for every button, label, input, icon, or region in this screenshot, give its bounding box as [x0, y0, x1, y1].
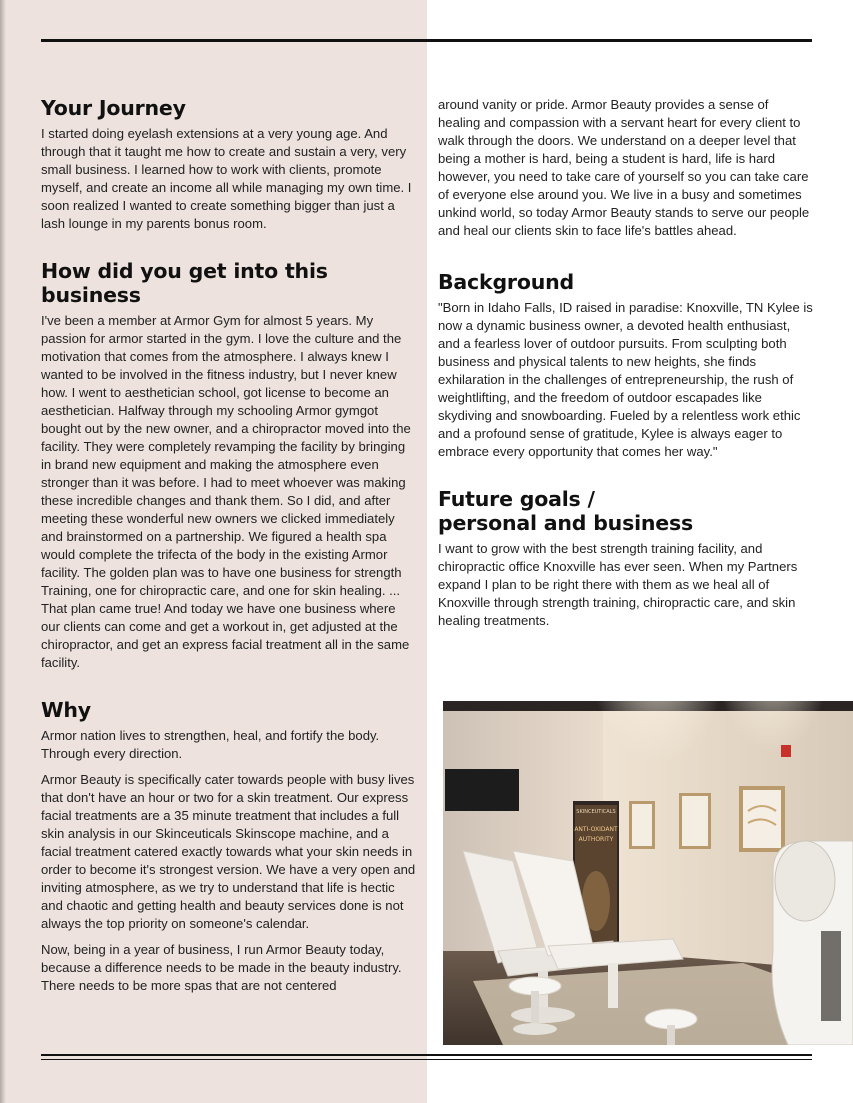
- section-how-did-you-get-into-this-business: [41, 259, 416, 672]
- heading-future-goals: [438, 487, 814, 535]
- why-continued: [438, 96, 814, 240]
- why-text-2: Armor Beauty is specifically cater towards people with busy lives that don't have an hour or two for a skin treatment. Our express facial treatments are a 35 minute treatment that includes a full skin analysis in our Skinceuticals Skinscope machine, and a facial treatment catered exactly towards what your skin needs in order to become it's strongest version. We have a very open and inviting atmosphere, as we try to understand that life is hectic and chaotic and getting health and beauty services done is not always the top priority on someone's calendar.: [41, 772, 416, 931]
- section-your-journey: [41, 96, 416, 233]
- section-background: [438, 270, 814, 461]
- wall-tv: [445, 769, 519, 811]
- why-text-1: Armor nation lives to strengthen, heal, and fortify the body. Through every direction.: [41, 728, 380, 761]
- section-future-goals: [438, 487, 814, 630]
- spa-treatment-room-photo: [443, 701, 853, 1045]
- why-text-continued: around vanity or pride. Armor Beauty provides a sense of healing and compassion with a servant heart for every client to walk through the doors. We understand on a deeper level that being a mother is hard, being a student is hard, life is hard however, you need to take care of yourself so you can take care of everyone else around you. We live in a busy and sometimes unkind world, so today Armor Beauty stands to serve our people and heal our clients skin to face life's battles ahead.: [438, 97, 810, 238]
- heading-future-goals-line-2: personal and business: [438, 511, 694, 535]
- heading-business: How did you get into this business: [41, 259, 328, 307]
- poster-title-2: AUTHORITY: [578, 836, 614, 843]
- background-text: "Born in Idaho Falls, ID raised in paradise: Knoxville, TN Kylee is now a dynamic business owner, a devoted health enthusiast, and a fearless lover of outdoor pursuits. From sculpting both business and physical talents to new heights, she finds exhilaration in the challenges of entrepreneurship, the rush of weightlifting, and the freedom of outdoor escapades like skydiving and snowboarding. Fueled by a relentless work ethic and a profound sense of gratitude, Kylee is always eager to embrace every opportunity that comes her way.": [438, 300, 813, 459]
- poster-title-1: ANTI-OXIDANT: [574, 826, 618, 833]
- bottom-rule-top: [41, 1054, 812, 1056]
- poster-brand-text: SKINCEUTICALS: [576, 809, 616, 815]
- heading-your-journey: Your Journey: [41, 96, 186, 120]
- section-why: [41, 698, 416, 995]
- page-edge-shadow: [0, 0, 6, 1103]
- right-column: [438, 96, 814, 656]
- bottom-rule-bottom: [41, 1059, 812, 1060]
- heading-future-goals-line-1: Future goals /: [438, 487, 595, 511]
- left-column: [41, 96, 416, 1021]
- skin-scope-machine: [772, 841, 853, 1045]
- goals-text: I want to grow with the best strength training facility, and chiropractic office Knoxville has ever seen. When my Partners expand I plan to be right there with them as we heal all of Knoxville through strength training, chiropractic care, and skin healing treatments.: [438, 541, 798, 628]
- top-rule: [41, 39, 812, 42]
- heading-background: Background: [438, 270, 574, 294]
- journey-text: I started doing eyelash extensions at a very young age. And through that it taught me how to create and sustain a very, very small business. I learned how to work with clients, promote myself, and create an income all while managing my own time. I soon realized I wanted to create something bigger than just a lash lounge in my parents bonus room.: [41, 126, 412, 231]
- fire-alarm: [781, 745, 791, 757]
- heading-why: Why: [41, 698, 91, 722]
- business-text: I've been a member at Armor Gym for almost 5 years. My passion for armor started in the gym. I love the culture and the motivation that comes from the atmosphere. I always knew I wanted to be involved in the fitness industry, but I never knew how. I went to aesthetician school, got license to become an aesthetician. Halfway through my schooling Armor gymgot bought out by the new owner, and a chiropractor moved into the facility. They were completely revamping the facility by bringing in brand new equipment and making the atmosphere even stronger than it was before. I had to meet whoever was making these incredible changes and thank them. So I did, and after meeting these wonderful new owners we clicked immediately and brainstormed on a partnership. We figured a health spa would complete the trifecta of the body in the existing Armor facility. The golden plan was to have one business for strength Training, one for chiropractic care, and one for skin healing. ... That plan came true! And today we have one business where our clients can come and get a workout in, get adjusted at the chiropractor, and get an express facial treatment all in the same facility.: [41, 313, 411, 670]
- why-text-3: Now, being in a year of business, I run Armor Beauty today, because a difference needs to be made in the beauty industry. There needs to be more spas that are not centered: [41, 942, 402, 993]
